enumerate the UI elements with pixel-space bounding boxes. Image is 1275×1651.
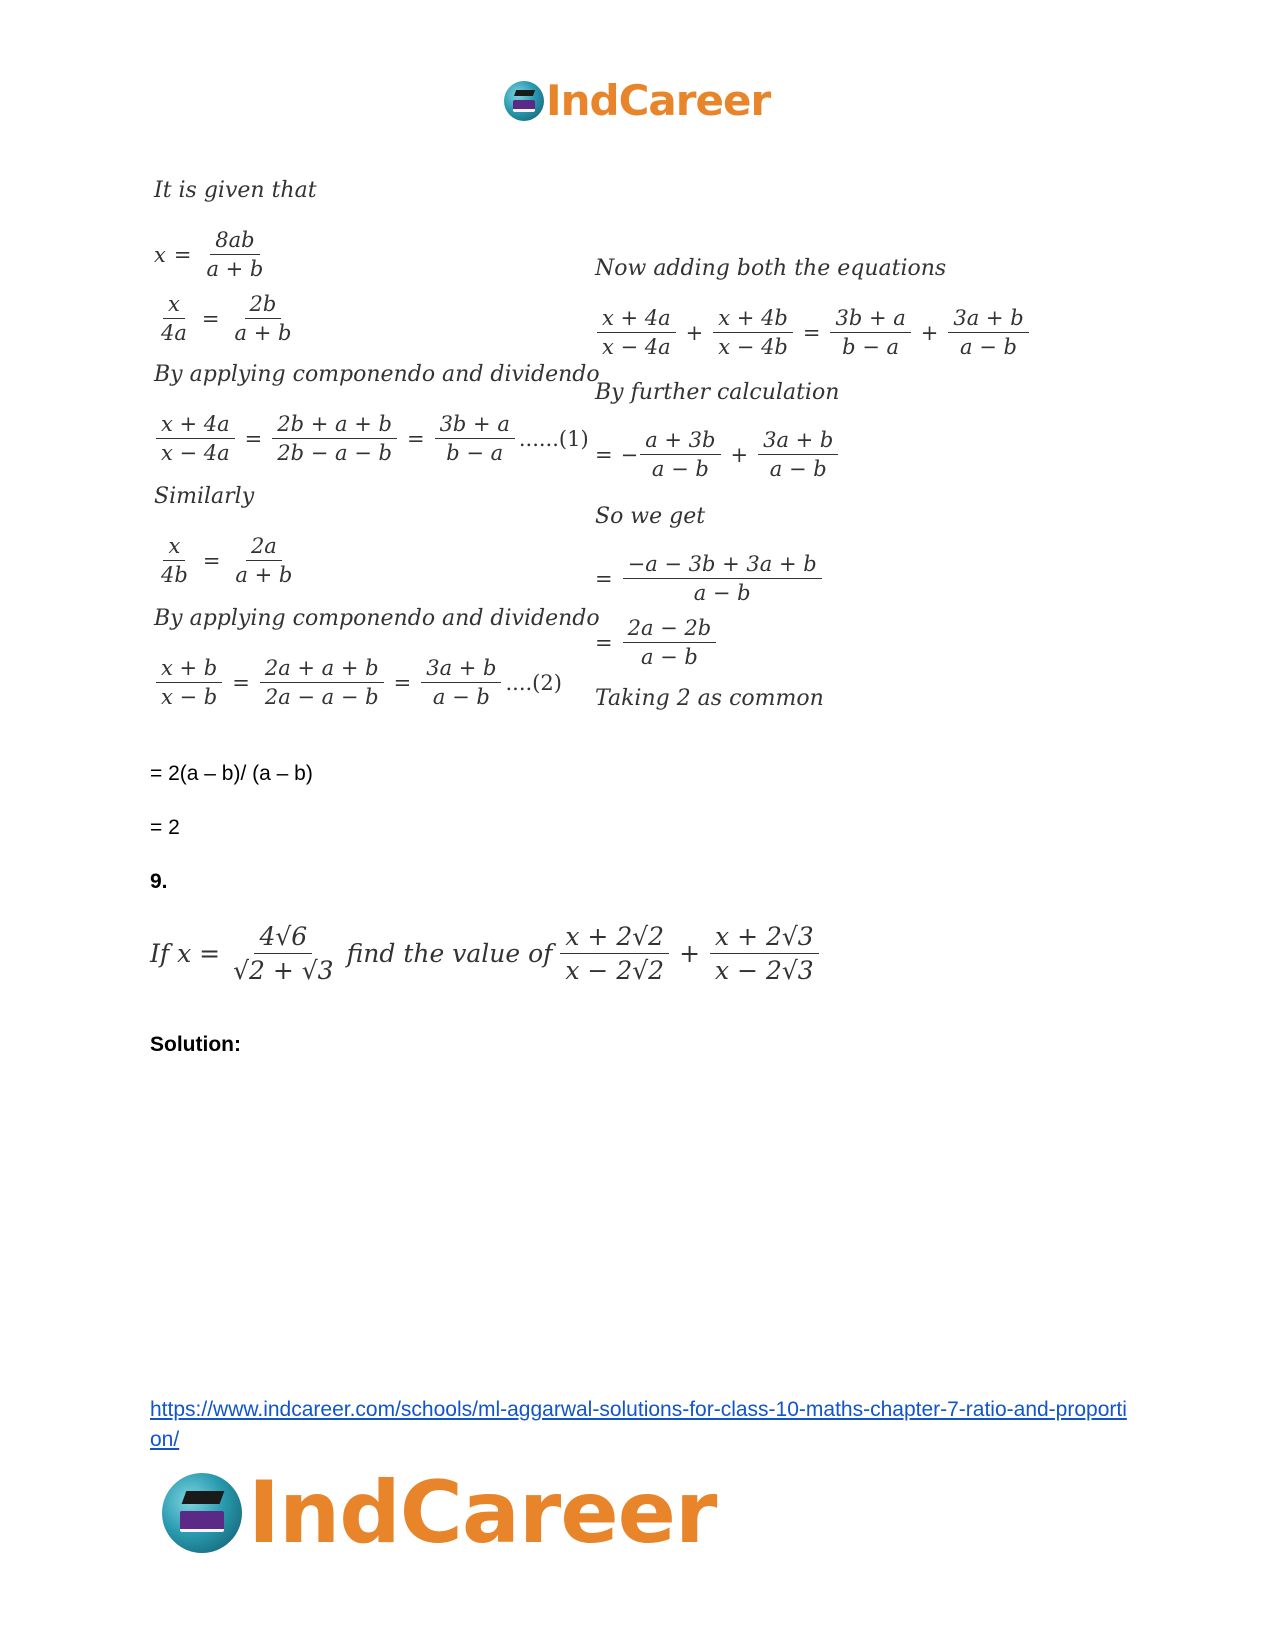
header-logo	[504, 76, 771, 125]
eq4-right-fraction: $\frac{2a}{a + b}$	[235, 534, 293, 587]
eq8-fraction: $\frac{-a - 3b + 3a + b}{a - b}$	[623, 552, 822, 605]
eq6-fraction-4: $\frac{3a + b}{a - b}$	[948, 306, 1028, 359]
so-we-get-text: So we get	[595, 504, 706, 529]
equation-2: $\frac{x}{4a}$ = $\frac{2b}{a + b}$	[154, 292, 298, 345]
intro-text: It is given that	[154, 178, 317, 203]
equation-5: $\frac{x + b}{x - b}$ = $\frac{2a + a + b}{2a - a - b}$ = $\frac{3a + b}{a - b}$ ....(2)	[154, 656, 562, 709]
solution-label: Solution:	[150, 1033, 241, 1056]
eq7-fraction-2: $\frac{3a + b}{a - b}$	[758, 428, 838, 481]
globe-icon	[504, 81, 544, 121]
equation-3: $\frac{x + 4a}{x - 4a}$ = $\frac{2b + a + b}{2b - a - b}$ = $\frac{3b + a}{b - a}$ ......(1)	[154, 412, 589, 465]
eq5-label: ....(2)	[505, 670, 562, 695]
eq5-fraction-1: $\frac{x + b}{x - b}$	[156, 656, 222, 709]
eq5-fraction-3: $\frac{3a + b}{a - b}$	[421, 656, 501, 709]
question-9-statement: If x = $\frac{4√6}{√2 + √3}$ find the value of $\frac{x + 2√2}{x - 2√2}$ + $\frac{x + 2√3}{x - 2√3}$	[150, 922, 821, 985]
step-componendo-1: By applying componendo and dividendo	[154, 362, 600, 387]
eq7-fraction-1: $\frac{a + 3b}{a - b}$	[640, 428, 720, 481]
result-line-2: = 2	[150, 816, 180, 839]
logo-text: IndCareer	[546, 76, 771, 125]
globe-icon	[162, 1473, 242, 1553]
eq2-left-fraction: $\frac{x}{4a}$	[161, 292, 187, 345]
taking-common-text: Taking 2 as common	[595, 686, 824, 711]
equation-1: x = $\frac{8ab}{a + b}$	[154, 228, 270, 281]
equation-4: $\frac{x}{4b}$ = $\frac{2a}{a + b}$	[154, 534, 299, 587]
eq3-fraction-1: $\frac{x + 4a}{x - 4a}$	[156, 412, 235, 465]
adding-text: Now adding both the equations	[595, 256, 947, 281]
footer-logo-text: IndCareer	[248, 1463, 717, 1563]
eq6-fraction-1: $\frac{x + 4a}{x - 4a}$	[597, 306, 676, 359]
eq1-lhs: x	[154, 242, 166, 267]
eq4-left-fraction: $\frac{x}{4b}$	[161, 534, 188, 587]
further-calc-text: By further calculation	[595, 380, 840, 405]
footer-logo	[162, 1463, 717, 1563]
question-number: 9.	[150, 870, 168, 893]
eq6-fraction-2: $\frac{x + 4b}{x - 4b}$	[713, 306, 793, 359]
eq5-fraction-2: $\frac{2a + a + b}{2a - a - b}$	[260, 656, 384, 709]
result-line-1: = 2(a – b)/ (a – b)	[150, 762, 313, 785]
eq3-label: ......(1)	[518, 426, 589, 451]
equation-9: = $\frac{2a - 2b}{a - b}$	[595, 616, 718, 669]
question-middle: find the value of	[346, 939, 553, 968]
eq2-right-fraction: $\frac{2b}{a + b}$	[234, 292, 292, 345]
equation-7: = − $\frac{a + 3b}{a - b}$ + $\frac{3a + b}{a - b}$	[595, 428, 840, 481]
eq3-fraction-2: $\frac{2b + a + b}{2b - a - b}$	[272, 412, 397, 465]
step-componendo-2: By applying componendo and dividendo	[154, 606, 600, 631]
eq1-fraction: $\frac{8ab}{a + b}$	[206, 228, 264, 281]
similarly-text: Similarly	[154, 484, 255, 509]
equation-6: $\frac{x + 4a}{x - 4a}$ + $\frac{x + 4b}{x - 4b}$ = $\frac{3b + a}{b - a}$ + $\frac{3a + b}{a - b}$	[595, 306, 1031, 359]
question-prefix: If x =	[150, 939, 221, 968]
source-link[interactable]: https://www.indcareer.com/schools/ml-aggarwal-solutions-for-class-10-maths-chapter-7-ratio-and-proportion/	[150, 1398, 1127, 1451]
equation-8: = $\frac{-a - 3b + 3a + b}{a - b}$	[595, 552, 824, 605]
eq9-fraction: $\frac{2a - 2b}{a - b}$	[623, 616, 717, 669]
term-1-fraction: $\frac{x + 2√2}{x - 2√2}$	[560, 922, 669, 985]
term-2-fraction: $\frac{x + 2√3}{x - 2√3}$	[710, 922, 819, 985]
given-fraction: $\frac{4√6}{√2 + √3}$	[233, 922, 334, 985]
eq6-fraction-3: $\frac{3b + a}{b - a}$	[830, 306, 910, 359]
eq3-fraction-3: $\frac{3b + a}{b - a}$	[435, 412, 515, 465]
